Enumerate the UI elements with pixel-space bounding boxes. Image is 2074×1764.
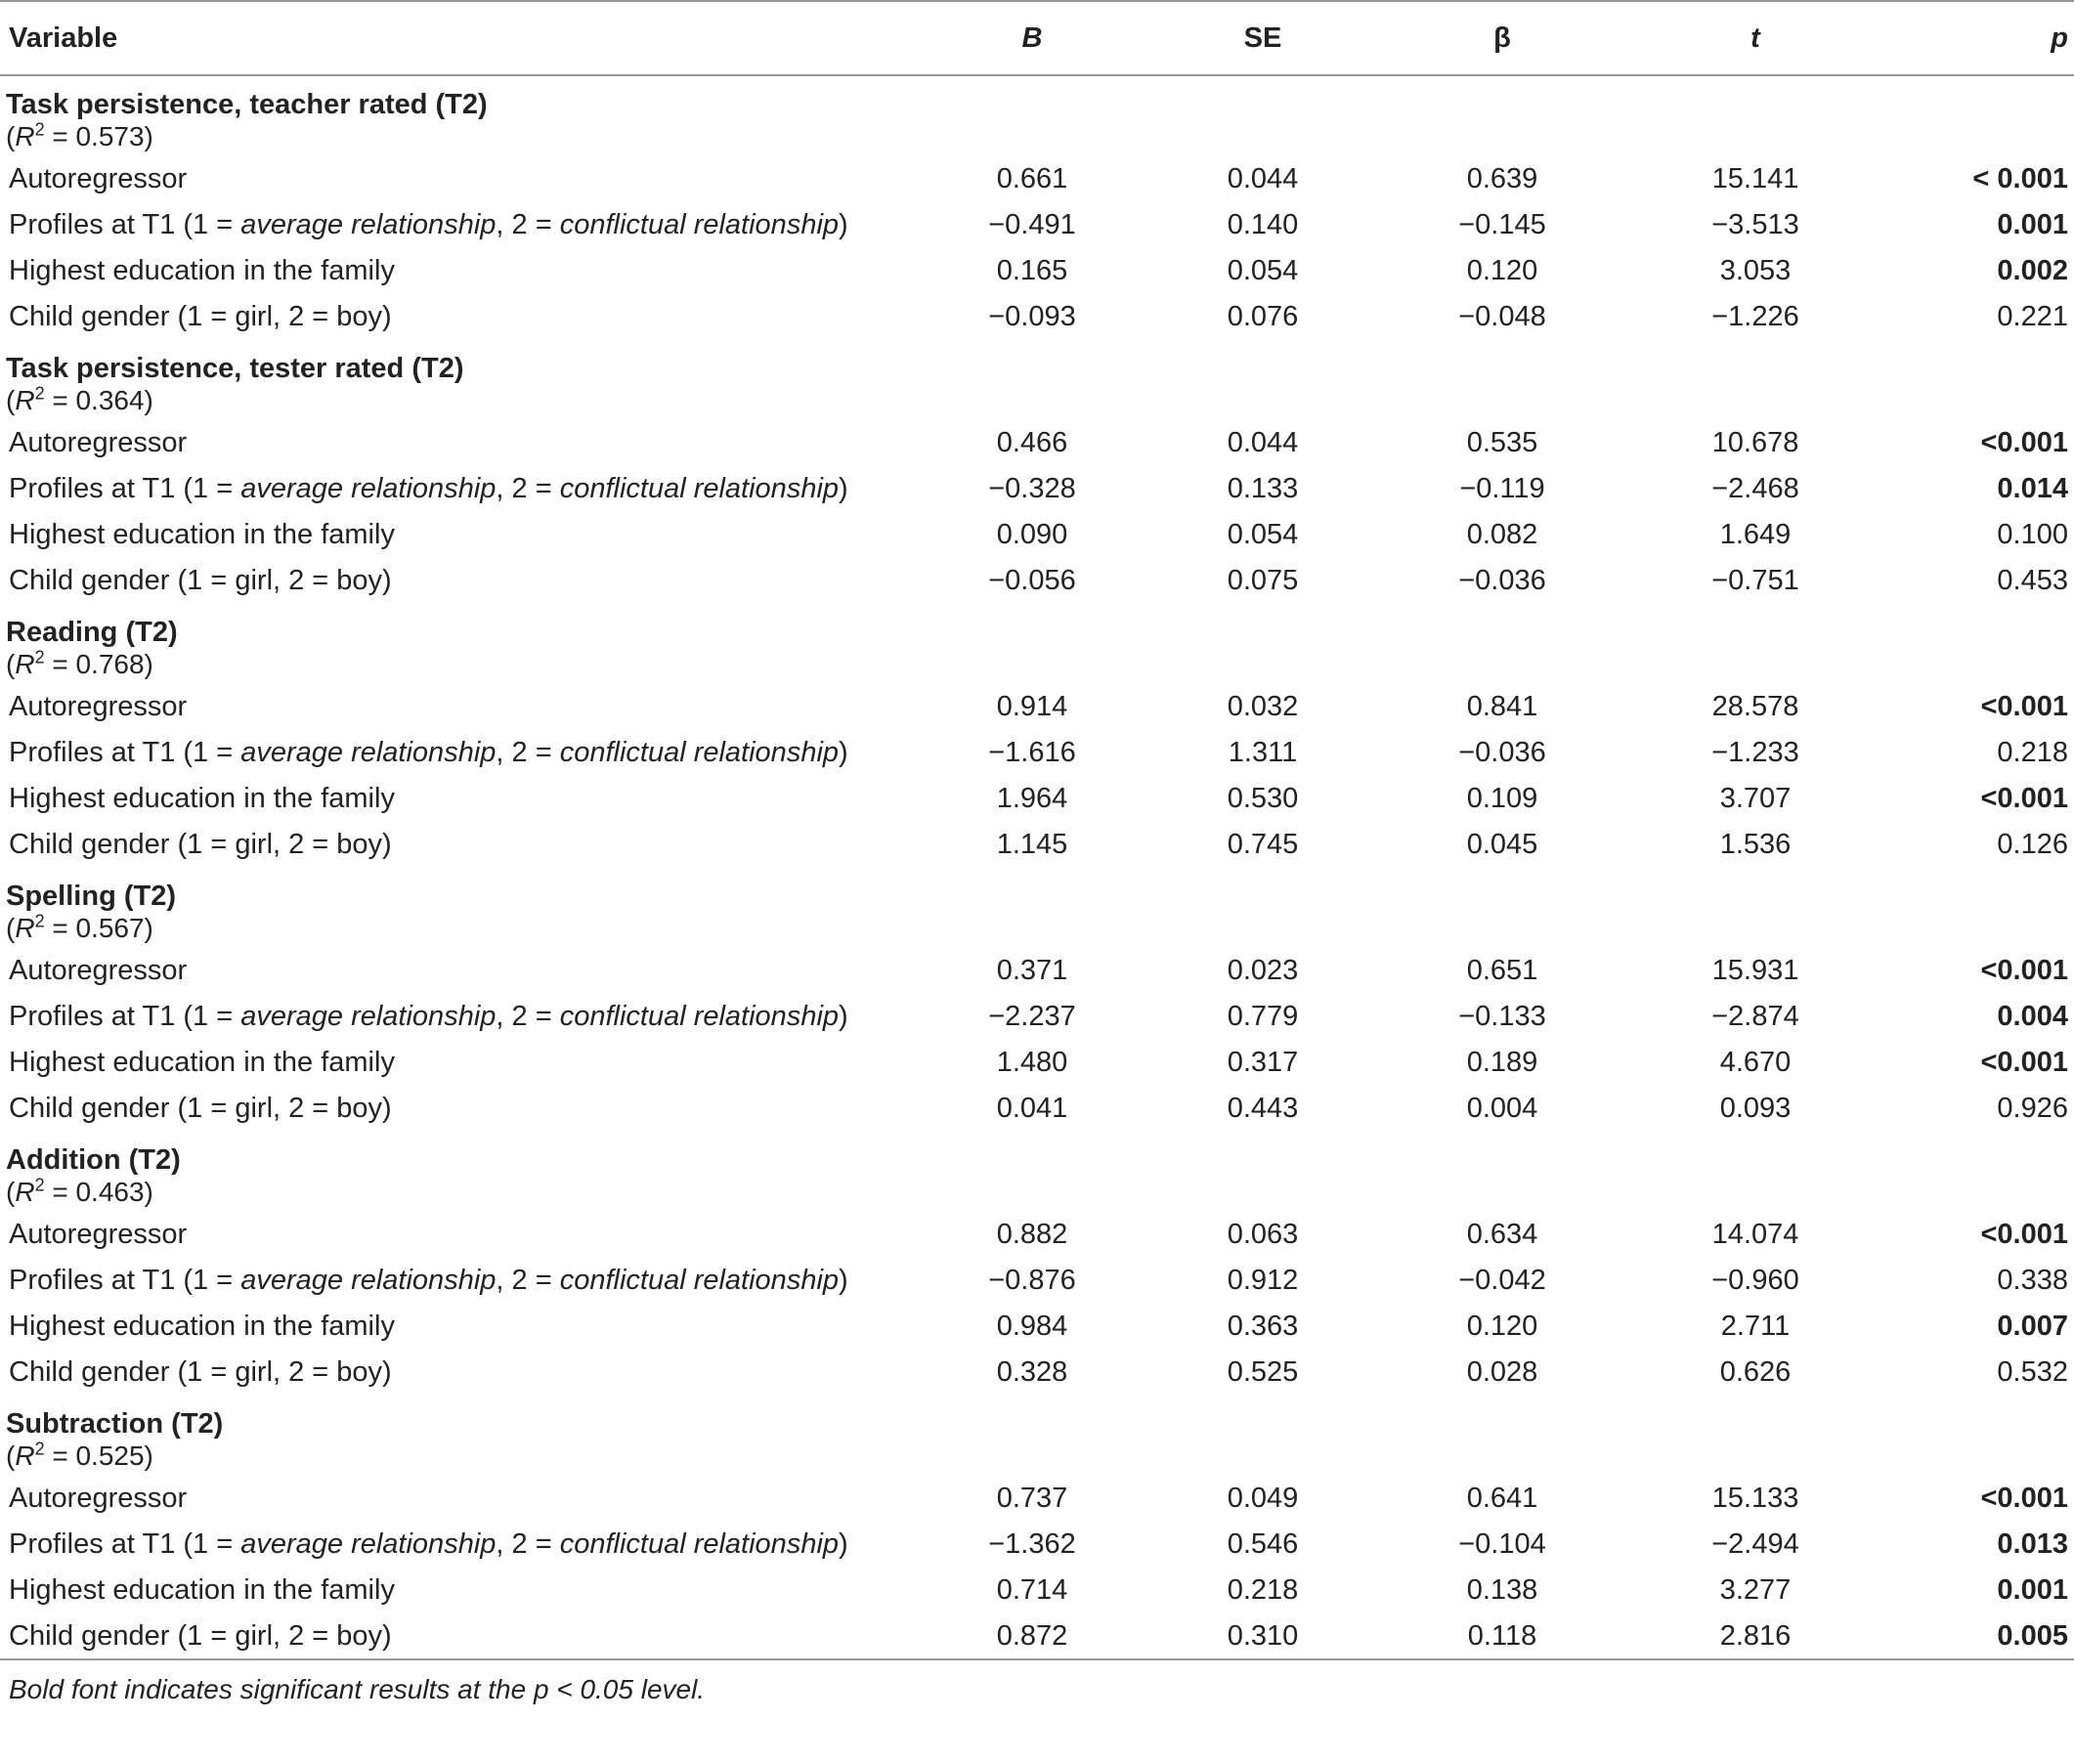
header-b-text: B (1021, 22, 1043, 54)
variable-label-part: Profiles at T1 (1 = (9, 1265, 241, 1296)
header-row (0, 1, 2074, 75)
variable-label-part: average relationship (240, 1265, 497, 1296)
beta-value-cell: −0.133 (1458, 1001, 1546, 1032)
se-value-cell: 0.546 (1227, 1528, 1299, 1560)
r2-letter: R (15, 1177, 35, 1207)
header-b (919, 1, 1145, 75)
r2-letter: R (15, 1441, 35, 1471)
variable-cell: Highest education in the family (9, 1574, 395, 1606)
se-value-cell: 0.133 (1227, 473, 1299, 504)
t-value-cell: −2.468 (1711, 473, 1799, 504)
r-squared (0, 117, 2074, 156)
variable-cell: Highest education in the family (9, 783, 395, 814)
r2-value: = 0.463) (44, 1177, 153, 1207)
variable-label-part: ) (839, 473, 848, 504)
variable-label-part: average relationship (240, 1528, 497, 1560)
r2-open: ( (6, 649, 16, 679)
r2-open: ( (6, 121, 16, 151)
r2-value: = 0.573) (44, 121, 153, 151)
se-value-cell: 0.054 (1227, 255, 1299, 286)
variable-label-part: , 2 = (496, 1528, 560, 1560)
table-row (0, 156, 2074, 202)
variable-label-part: ) (839, 737, 848, 768)
se-value-cell: 0.310 (1145, 1613, 1380, 1659)
variable-label-part: conflictual relationship (559, 1528, 840, 1560)
se-value-cell: 0.745 (1227, 829, 1299, 860)
p-value-cell: 0.926 (1997, 1093, 2068, 1124)
table-row (0, 684, 2074, 730)
table-row (0, 294, 2074, 340)
beta-value-cell: 0.120 (1466, 1311, 1538, 1342)
variable-label-part: ) (839, 1001, 848, 1032)
b-value-cell: 0.090 (996, 519, 1068, 550)
beta-value-cell: −0.104 (1458, 1528, 1546, 1560)
se-value-cell: 0.779 (1227, 1001, 1299, 1032)
se-value-cell: 0.032 (1227, 691, 1299, 722)
t-value-cell: 1.649 (1719, 519, 1792, 550)
b-value-cell: 1.964 (996, 783, 1068, 814)
t-value-cell: 1.536 (1719, 829, 1792, 860)
beta-value-cell: 0.634 (1466, 1219, 1538, 1250)
se-value-cell: 0.912 (1227, 1265, 1299, 1296)
t-value-cell: −3.513 (1711, 209, 1799, 240)
t-value-cell: 10.678 (1711, 427, 1799, 458)
r-squared (0, 645, 2074, 684)
section-title: Subtraction (T2) (6, 1408, 224, 1440)
section-r2-row (0, 909, 2074, 948)
table-row (0, 948, 2074, 994)
beta-value-cell: −0.119 (1459, 473, 1545, 504)
se-value-cell: 0.525 (1227, 1356, 1299, 1388)
p-value-cell: 0.014 (1997, 473, 2068, 504)
r2-open: ( (6, 385, 16, 415)
se-value-cell: 0.054 (1227, 519, 1299, 550)
b-value-cell: −0.056 (988, 565, 1076, 596)
section-title: Spelling (T2) (6, 881, 176, 912)
r2-value: = 0.768) (44, 649, 153, 679)
t-value-cell: −1.226 (1711, 301, 1799, 332)
section-title: Addition (T2) (6, 1144, 181, 1176)
p-value-cell: <0.001 (1980, 1483, 2068, 1514)
beta-value-cell: 0.641 (1466, 1483, 1538, 1514)
variable-cell: Child gender (1 = girl, 2 = boy) (9, 565, 392, 596)
table-row (0, 512, 2074, 558)
beta-value-cell: −0.042 (1458, 1265, 1546, 1296)
r-squared (0, 1437, 2074, 1476)
variable-cell (0, 466, 919, 512)
t-value-cell: −1.233 (1711, 737, 1799, 768)
b-value-cell: 0.466 (996, 427, 1068, 458)
se-value-cell: 0.140 (1227, 209, 1299, 240)
section-r2-row (0, 117, 2074, 156)
beta-value-cell: 0.841 (1466, 691, 1538, 722)
table-row (0, 1476, 2074, 1522)
section-r2-row (0, 1437, 2074, 1476)
b-value-cell: −0.328 (988, 473, 1076, 504)
variable-label-part: , 2 = (496, 473, 560, 504)
section-r2-row (0, 1173, 2074, 1212)
r2-letter: R (15, 385, 35, 415)
t-value-cell: −2.494 (1711, 1528, 1799, 1560)
variable-cell: Child gender (1 = girl, 2 = boy) (9, 1356, 392, 1388)
section-title-row (0, 1396, 2074, 1437)
beta-value-cell: −0.036 (1458, 565, 1546, 596)
variable-cell: Child gender (1 = girl, 2 = boy) (9, 301, 392, 332)
variable-label-part: conflictual relationship (559, 209, 840, 240)
beta-value-cell: 0.189 (1466, 1047, 1538, 1078)
variable-cell: Autoregressor (9, 1219, 188, 1250)
se-value-cell: 0.023 (1227, 955, 1299, 986)
variable-label-part: ) (839, 209, 848, 240)
p-value-cell: 0.013 (1997, 1528, 2068, 1560)
se-value-cell: 0.049 (1227, 1483, 1299, 1514)
beta-value-cell: 0.082 (1466, 519, 1538, 550)
beta-value-cell: 0.651 (1466, 955, 1538, 986)
r2-superscript: 2 (34, 1175, 45, 1195)
section-r2-row (0, 381, 2074, 420)
table-body (0, 75, 2074, 1659)
p-value-cell: <0.001 (1980, 783, 2068, 814)
header-t (1624, 1, 1886, 75)
variable-label-part: conflictual relationship (559, 1265, 840, 1296)
header-se: SE (1145, 1, 1380, 75)
p-value-cell: 0.005 (1886, 1613, 2074, 1659)
b-value-cell: −2.237 (988, 1001, 1076, 1032)
se-value-cell: 0.075 (1227, 565, 1299, 596)
variable-cell: Child gender (1 = girl, 2 = boy) (9, 829, 392, 860)
beta-value-cell: 0.120 (1466, 255, 1538, 286)
table-row (0, 1568, 2074, 1613)
table-row (0, 420, 2074, 466)
variable-cell (0, 994, 919, 1040)
table-row (0, 1086, 2074, 1132)
t-value-cell: 15.931 (1711, 955, 1799, 986)
beta-value-cell: −0.048 (1458, 301, 1546, 332)
variable-label-part: average relationship (240, 209, 497, 240)
b-value-cell: 0.737 (996, 1483, 1068, 1514)
table-row (0, 1304, 2074, 1350)
variable-label-part: Profiles at T1 (1 = (9, 473, 241, 504)
section-title: Task persistence, tester rated (T2) (6, 353, 464, 384)
table-row (0, 1613, 2074, 1659)
variable-label-part: conflictual relationship (559, 1001, 840, 1032)
p-value-cell: < 0.001 (1972, 163, 2068, 194)
variable-cell: Highest education in the family (9, 1311, 395, 1342)
p-value-cell: 0.532 (1997, 1356, 2068, 1388)
variable-cell (0, 730, 919, 776)
r2-open: ( (6, 913, 16, 943)
r2-open: ( (6, 1177, 16, 1207)
r2-value: = 0.567) (44, 913, 153, 943)
beta-value-cell: −0.036 (1458, 737, 1546, 768)
se-value-cell: 0.044 (1227, 427, 1299, 458)
variable-label-part: , 2 = (496, 737, 560, 768)
p-value-cell: 0.002 (1997, 255, 2068, 286)
b-value-cell: 0.872 (919, 1613, 1145, 1659)
variable-label-part: average relationship (240, 737, 497, 768)
beta-value-cell: 0.045 (1466, 829, 1538, 860)
b-value-cell: 0.165 (996, 255, 1068, 286)
variable-label-part: Profiles at T1 (1 = (9, 737, 241, 768)
t-value-cell: 3.053 (1719, 255, 1792, 286)
table-row (0, 558, 2074, 604)
variable-label-part: Profiles at T1 (1 = (9, 1528, 241, 1560)
r2-letter: R (15, 121, 35, 151)
b-value-cell: 0.714 (996, 1574, 1068, 1606)
p-value-cell: <0.001 (1980, 691, 2068, 722)
table-row (0, 1350, 2074, 1396)
r2-superscript: 2 (34, 1439, 45, 1459)
b-value-cell: 0.882 (996, 1219, 1068, 1250)
section-title-row (0, 604, 2074, 645)
table-row (0, 466, 2074, 512)
section-title: Reading (T2) (6, 617, 178, 648)
variable-cell: Autoregressor (9, 163, 188, 194)
variable-label-part: conflictual relationship (559, 737, 840, 768)
t-value-cell: 4.670 (1719, 1047, 1792, 1078)
beta-value-cell: 0.535 (1466, 427, 1538, 458)
section-title: Task persistence, teacher rated (T2) (6, 89, 488, 120)
section-title-row (0, 75, 2074, 117)
r2-value: = 0.525) (44, 1441, 153, 1471)
r-squared (0, 909, 2074, 948)
variable-label-part: , 2 = (496, 209, 560, 240)
table-row (0, 1212, 2074, 1258)
variable-cell: Child gender (1 = girl, 2 = boy) (9, 1093, 392, 1124)
beta-value-cell: 0.138 (1466, 1574, 1538, 1606)
beta-value-cell: 0.109 (1466, 783, 1538, 814)
beta-value-cell: −0.145 (1458, 209, 1546, 240)
p-value-cell: 0.007 (1997, 1311, 2068, 1342)
variable-label-part: ) (839, 1265, 848, 1296)
beta-value-cell: 0.639 (1466, 163, 1538, 194)
b-value-cell: 1.145 (996, 829, 1068, 860)
b-value-cell: 0.661 (996, 163, 1068, 194)
variable-label-part: , 2 = (496, 1001, 560, 1032)
t-value-cell: −0.960 (1711, 1265, 1799, 1296)
header-variable: Variable (0, 1, 919, 75)
section-r2-row (0, 645, 2074, 684)
variable-cell: Autoregressor (9, 1483, 188, 1514)
variable-label-part: average relationship (240, 473, 497, 504)
p-value-cell: <0.001 (1980, 427, 2068, 458)
variable-cell (0, 1258, 919, 1304)
se-value-cell: 0.363 (1227, 1311, 1299, 1342)
b-value-cell: 0.041 (996, 1093, 1068, 1124)
variable-label-part: Profiles at T1 (1 = (9, 209, 241, 240)
r2-superscript: 2 (34, 383, 45, 404)
beta-value-cell: 0.028 (1466, 1356, 1538, 1388)
se-value-cell: 0.218 (1227, 1574, 1299, 1606)
p-value-cell: 0.001 (1997, 209, 2068, 240)
p-value-cell: 0.453 (1997, 565, 2068, 596)
p-value-cell: 0.001 (1997, 1574, 2068, 1606)
t-value-cell: 3.707 (1719, 783, 1792, 814)
b-value-cell: −1.362 (988, 1528, 1076, 1560)
r-squared (0, 381, 2074, 420)
se-value-cell: 1.311 (1228, 737, 1298, 768)
table-row (0, 822, 2074, 868)
r-squared (0, 1173, 2074, 1212)
se-value-cell: 0.044 (1227, 163, 1299, 194)
variable-cell: Highest education in the family (9, 1047, 395, 1078)
r2-value: = 0.364) (44, 385, 153, 415)
beta-value-cell: 0.118 (1380, 1613, 1624, 1659)
variable-cell (0, 1522, 919, 1568)
p-value-cell: 0.338 (1997, 1265, 2068, 1296)
section-title-row (0, 340, 2074, 381)
p-value-cell: <0.001 (1980, 1047, 2068, 1078)
variable-label-part: Profiles at T1 (1 = (9, 1001, 241, 1032)
t-value-cell: 15.133 (1711, 1483, 1799, 1514)
variable-cell: Highest education in the family (9, 519, 395, 550)
p-value-cell: 0.004 (1997, 1001, 2068, 1032)
table-row (0, 994, 2074, 1040)
table-row (0, 776, 2074, 822)
variable-label-part: conflictual relationship (559, 473, 840, 504)
table-row (0, 1040, 2074, 1086)
t-value-cell: 0.626 (1719, 1356, 1792, 1388)
t-value-cell: 15.141 (1711, 163, 1799, 194)
variable-cell: Autoregressor (9, 955, 188, 986)
se-value-cell: 0.076 (1227, 301, 1299, 332)
r2-letter: R (15, 913, 35, 943)
variable-cell: Autoregressor (9, 427, 188, 458)
variable-label-part: , 2 = (496, 1265, 560, 1296)
p-value-cell: <0.001 (1980, 955, 2068, 986)
header-beta: β (1380, 1, 1624, 75)
p-value-cell: 0.126 (1997, 829, 2068, 860)
table-row (0, 202, 2074, 248)
t-value-cell: 2.816 (1624, 1613, 1886, 1659)
t-value-cell: 2.711 (1720, 1311, 1791, 1342)
se-value-cell: 0.063 (1227, 1219, 1299, 1250)
header-p (1886, 1, 2074, 75)
b-value-cell: −0.876 (988, 1265, 1076, 1296)
t-value-cell: 28.578 (1711, 691, 1799, 722)
section-title-row (0, 1132, 2074, 1173)
p-value-cell: 0.100 (1997, 519, 2068, 550)
b-value-cell: 0.371 (996, 955, 1068, 986)
section-title-row (0, 868, 2074, 909)
b-value-cell: 0.914 (996, 691, 1068, 722)
table-row (0, 1258, 2074, 1304)
se-value-cell: 0.530 (1227, 783, 1299, 814)
table-row (0, 730, 2074, 776)
b-value-cell: −0.093 (988, 301, 1076, 332)
t-value-cell: −2.874 (1711, 1001, 1799, 1032)
t-value-cell: 14.074 (1711, 1219, 1799, 1250)
t-value-cell: 3.277 (1719, 1574, 1792, 1606)
b-value-cell: 0.328 (996, 1356, 1068, 1388)
t-value-cell: 0.093 (1719, 1093, 1792, 1124)
header-p-text: p (2051, 22, 2068, 54)
r2-superscript: 2 (34, 119, 45, 140)
variable-cell: Highest education in the family (9, 255, 395, 286)
se-value-cell: 0.443 (1227, 1093, 1299, 1124)
variable-cell: Autoregressor (9, 691, 188, 722)
p-value-cell: <0.001 (1980, 1219, 2068, 1250)
beta-value-cell: 0.004 (1466, 1093, 1538, 1124)
variable-label-part: average relationship (240, 1001, 497, 1032)
variable-label-part: ) (839, 1528, 848, 1560)
t-value-cell: −0.751 (1711, 565, 1799, 596)
r2-open: ( (6, 1441, 16, 1471)
table-row (0, 248, 2074, 294)
table-footnote: Bold font indicates significant results at the p < 0.05 level. (9, 1674, 706, 1704)
b-value-cell: −0.491 (988, 209, 1076, 240)
r2-letter: R (15, 649, 35, 679)
table-header (0, 1, 2074, 75)
b-value-cell: −1.616 (988, 737, 1076, 768)
b-value-cell: 0.984 (996, 1311, 1068, 1342)
table-row (0, 1522, 2074, 1568)
variable-cell (0, 202, 919, 248)
p-value-cell: 0.221 (1997, 301, 2068, 332)
r2-superscript: 2 (34, 647, 45, 667)
b-value-cell: 1.480 (996, 1047, 1068, 1078)
header-t-text: t (1750, 22, 1760, 54)
se-value-cell: 0.317 (1227, 1047, 1299, 1078)
r2-superscript: 2 (34, 911, 45, 931)
variable-cell: Child gender (1 = girl, 2 = boy) (0, 1613, 919, 1659)
p-value-cell: 0.218 (1997, 737, 2068, 768)
